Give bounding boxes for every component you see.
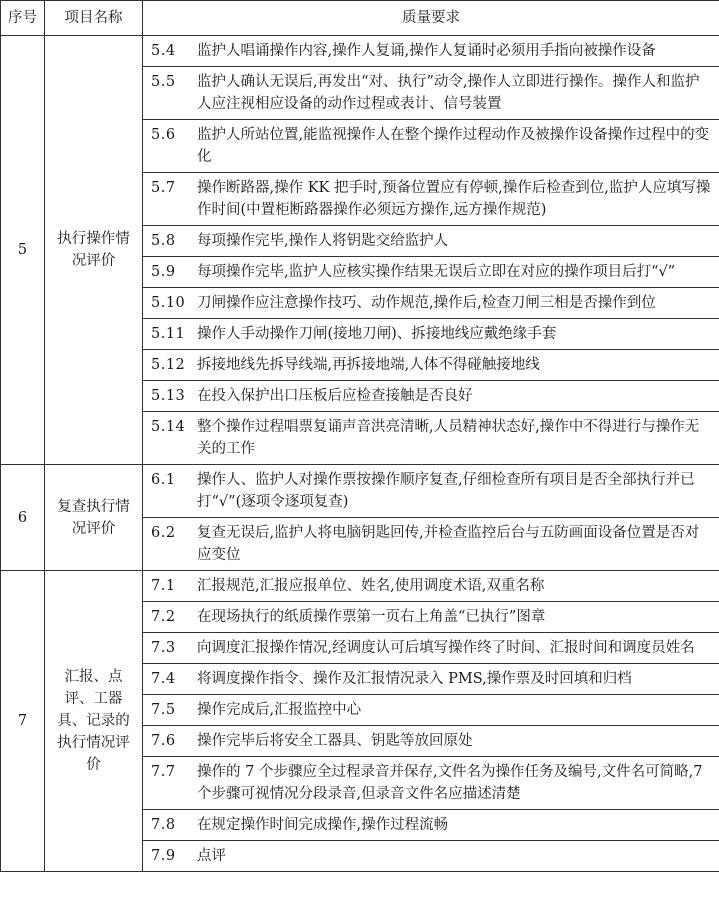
requirement-cell (143, 757, 719, 810)
requirement-number: 5.12 (151, 357, 186, 373)
requirement-cell (143, 350, 719, 381)
requirement-text: 操作断路器,操作 KK 把手时,预备位置应有停顿,操作后检查到位,监护人应填写操作时间(中置柜断路器操作必须远方操作,远方操作规范) (197, 180, 711, 218)
requirement-number: 5.9 (151, 264, 176, 280)
requirement-text: 操作人、监护人对操作票按操作顺序复查,仔细检查所有项目是否全部执行并已打“√”(逐项令逐项复查) (197, 472, 695, 510)
requirement-number: 5.7 (151, 180, 176, 196)
requirement-item (151, 416, 713, 460)
requirement-cell (143, 36, 719, 67)
requirement-number: 7.3 (151, 640, 176, 656)
requirement-number: 5.11 (151, 326, 186, 342)
requirement-text: 将调度操作指令、操作及汇报情况录入 PMS,操作票及时回填和归档 (197, 671, 632, 687)
requirement-item (151, 177, 713, 221)
requirement-item (151, 354, 713, 376)
section-item-name: 汇报、点评、工器具、记录的执行情况评价 (57, 669, 130, 773)
requirement-number: 7.8 (151, 817, 176, 833)
requirement-cell (143, 381, 719, 412)
requirement-cell (143, 664, 719, 695)
requirement-number: 7.2 (151, 609, 176, 625)
table-row (1, 36, 719, 67)
section-serial-no: 7 (1, 571, 45, 872)
requirement-item (151, 761, 713, 805)
requirement-number: 7.1 (151, 578, 176, 594)
requirement-text: 整个操作过程唱票复诵声音洪亮清晰,人员精神状态好,操作中不得进行与操作无关的工作 (197, 419, 700, 457)
requirement-cell (143, 257, 719, 288)
requirement-item (151, 845, 713, 867)
requirement-item (151, 292, 713, 314)
requirement-text: 操作的 7 个步骤应全过程录音并保存,文件名为操作任务及编号,文件名可简略,7 个步骤可视情况分段录音,但录音文件名应描述清楚 (197, 764, 703, 802)
header-row (1, 1, 719, 36)
requirement-number: 5.10 (151, 295, 186, 311)
requirement-item (151, 261, 713, 283)
section-item-name-cell (45, 465, 143, 571)
requirement-number: 5.4 (151, 43, 176, 59)
header-quality-requirement: 质量要求 (143, 1, 719, 36)
requirement-number: 6.1 (151, 472, 176, 488)
requirement-number: 7.6 (151, 733, 176, 749)
requirement-text: 复查无误后,监护人将电脑钥匙回传,并检查监控后台与五防画面设备位置是否对应变位 (197, 525, 700, 563)
requirement-text: 在规定操作时间完成操作,操作过程流畅 (197, 817, 449, 833)
requirement-text: 在投入保护出口压板后应检查接触是否良好 (197, 388, 473, 404)
requirement-number: 7.5 (151, 702, 176, 718)
requirement-text: 操作完成后,汇报监控中心 (197, 702, 362, 718)
requirement-item (151, 71, 713, 115)
requirement-number: 7.9 (151, 848, 176, 864)
requirement-item (151, 124, 713, 168)
table-row (1, 571, 719, 602)
requirement-item (151, 40, 713, 62)
section-item-name-cell (45, 36, 143, 465)
requirement-text: 向调度汇报操作情况,经调度认可后填写操作终了时间、汇报时间和调度员姓名 (197, 640, 695, 656)
requirement-text: 在现场执行的纸质操作票第一页右上角盖“已执行”图章 (197, 609, 546, 625)
section-item-name: 复查执行情况评价 (57, 498, 130, 537)
requirement-cell (143, 465, 719, 518)
requirement-text: 监护人所站位置,能监视操作人在整个操作过程动作及被操作设备操作过程中的变化 (197, 127, 710, 165)
requirement-item (151, 522, 713, 566)
section-serial-no: 6 (1, 465, 45, 571)
requirement-number: 6.2 (151, 525, 176, 541)
requirement-item (151, 814, 713, 836)
requirement-item (151, 668, 713, 690)
requirement-item (151, 575, 713, 597)
requirement-item (151, 323, 713, 345)
requirement-cell (143, 288, 719, 319)
requirement-cell (143, 602, 719, 633)
requirement-cell (143, 695, 719, 726)
requirement-cell (143, 518, 719, 571)
requirement-cell (143, 841, 719, 872)
requirement-text: 每项操作完毕,监护人应核实操作结果无误后立即在对应的操作项目后打“√” (197, 264, 676, 280)
requirement-text: 每项操作完毕,操作人将钥匙交给监护人 (197, 233, 449, 249)
requirement-cell (143, 120, 719, 173)
requirement-item (151, 230, 713, 252)
section-serial-no: 5 (1, 36, 45, 465)
requirement-number: 7.4 (151, 671, 176, 687)
requirement-text: 点评 (197, 848, 226, 864)
section-item-name: 执行操作情况评价 (57, 231, 130, 269)
requirement-cell (143, 173, 719, 226)
requirement-cell (143, 67, 719, 120)
requirement-text: 汇报规范,汇报应报单位、姓名,使用调度术语,双重名称 (197, 578, 545, 594)
requirement-cell (143, 633, 719, 664)
requirement-cell (143, 319, 719, 350)
requirement-text: 监护人唱诵操作内容,操作人复诵,操作人复诵时必须用手指向被操作设备 (197, 43, 656, 59)
requirement-cell (143, 810, 719, 841)
table-row (1, 465, 719, 518)
requirement-item (151, 730, 713, 752)
section-item-name-cell (45, 571, 143, 872)
requirement-cell (143, 226, 719, 257)
requirement-number: 7.7 (151, 764, 176, 780)
requirement-number: 5.13 (151, 388, 186, 404)
requirement-cell (143, 726, 719, 757)
requirement-number: 5.8 (151, 233, 176, 249)
requirement-number: 5.14 (151, 419, 186, 435)
requirement-text: 操作人手动操作刀闸(接地刀闸)、拆接地线应戴绝缘手套 (197, 326, 557, 342)
requirement-item (151, 606, 713, 628)
requirement-item (151, 469, 713, 513)
requirement-text: 拆接地线先拆导线端,再拆接地端,人体不得碰触接地线 (197, 357, 540, 373)
header-item-name: 项目名称 (45, 1, 143, 36)
requirement-number: 5.6 (151, 127, 176, 143)
requirement-cell (143, 412, 719, 465)
requirement-text: 刀闸操作应注意操作技巧、动作规范,操作后,检查刀闸三相是否操作到位 (197, 295, 656, 311)
requirement-item (151, 699, 713, 721)
requirement-text: 操作完毕后将安全工器具、钥匙等放回原处 (197, 733, 473, 749)
requirement-item (151, 637, 713, 659)
header-serial-no: 序号 (1, 1, 45, 36)
requirement-cell (143, 571, 719, 602)
requirement-number: 5.5 (151, 74, 176, 90)
requirement-item (151, 385, 713, 407)
requirement-text: 监护人确认无误后,再发出“对、执行”动令,操作人立即进行操作。操作人和监护人应注视相应设备的动作过程或表计、信号装置 (197, 74, 700, 112)
